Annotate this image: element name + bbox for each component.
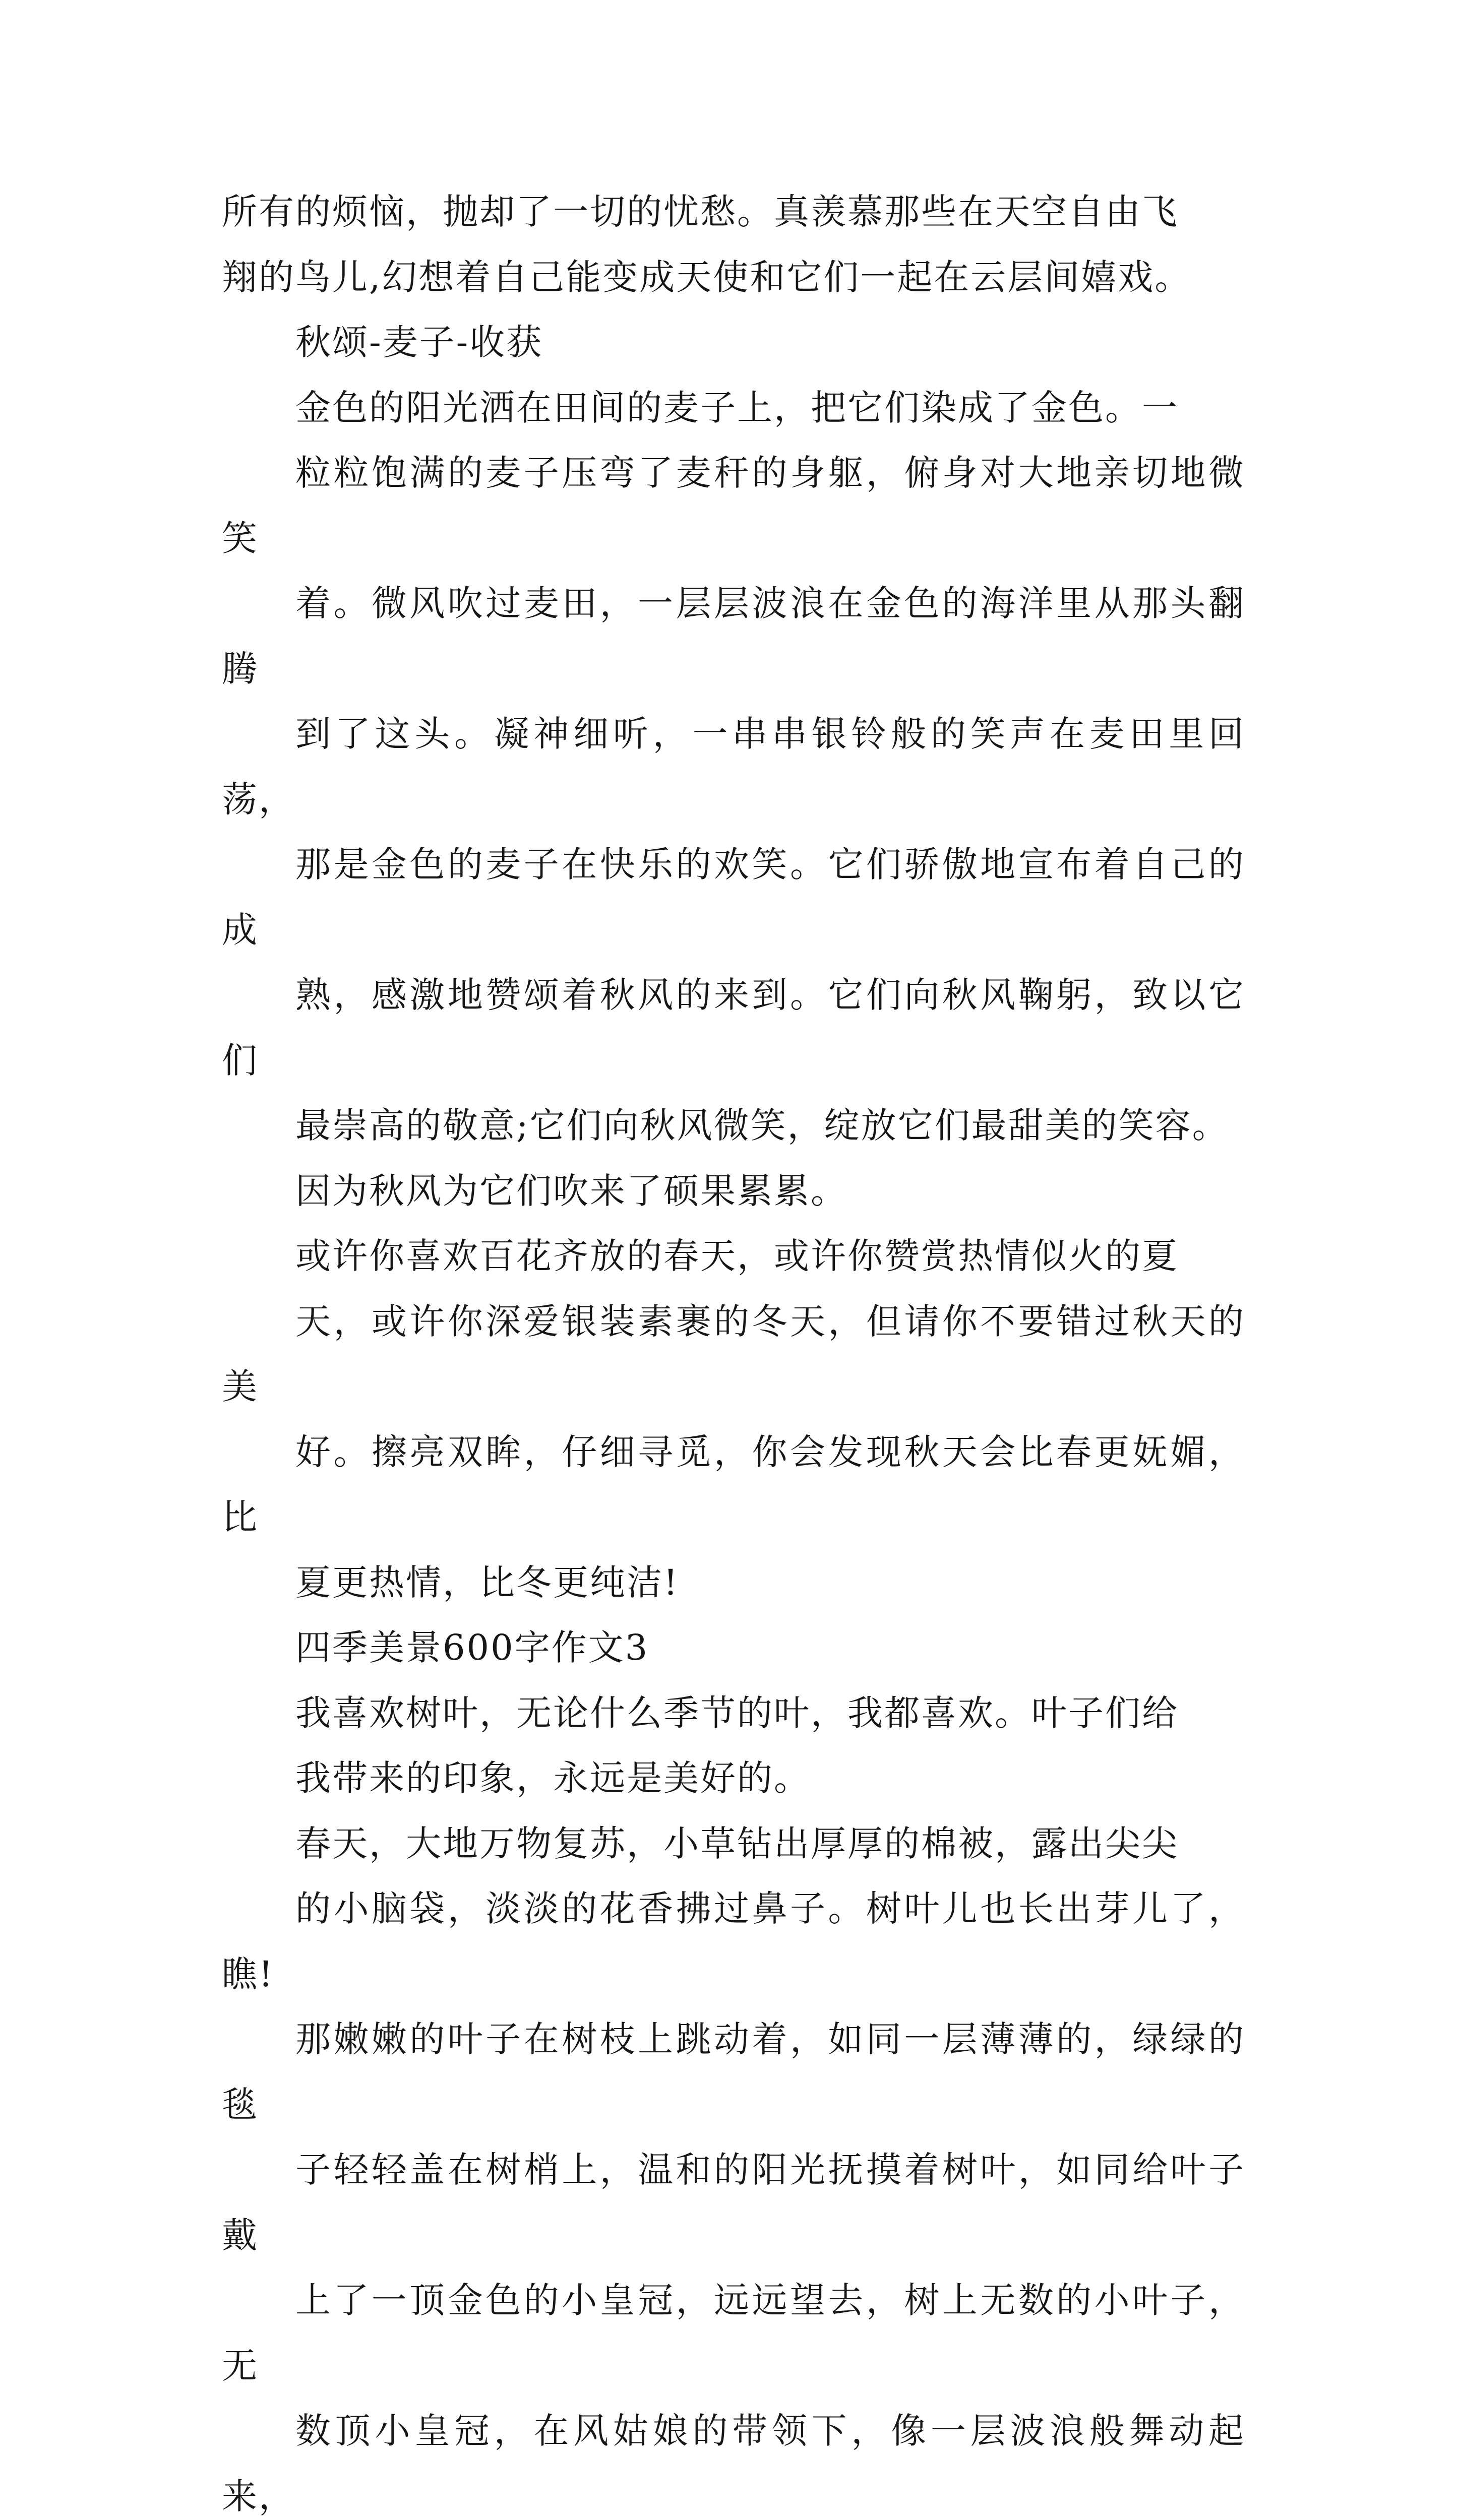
- text-line: 我喜欢树叶，无论什么季节的叶，我都喜欢。叶子们给: [222, 1681, 1245, 1746]
- text-line: 粒粒饱满的麦子压弯了麦秆的身躯，俯身对大地亲切地微笑: [222, 440, 1245, 571]
- text-line: 或许你喜欢百花齐放的春天，或许你赞赏热情似火的夏: [222, 1224, 1245, 1289]
- text-line: 数顶小皇冠，在风姑娘的带领下，像一层波浪般舞动起来，: [222, 2399, 1245, 2520]
- text-line: 天，或许你深爱银装素裹的冬天，但请你不要错过秋天的美: [222, 1289, 1245, 1420]
- text-line: 那是金色的麦子在快乐的欢笑。它们骄傲地宣布着自己的成: [222, 832, 1245, 963]
- paragraph-wheat: [222, 375, 1245, 1224]
- text-line: 夏更热情，比冬更纯洁!: [222, 1550, 1245, 1616]
- text-line: 所有的烦恼，抛却了一切的忧愁。真羡慕那些在天空自由飞: [222, 179, 1245, 245]
- text-line: 着。微风吹过麦田，一层层波浪在金色的海洋里从那头翻腾: [222, 571, 1245, 702]
- text-line: 金色的阳光洒在田间的麦子上，把它们染成了金色。一: [222, 375, 1245, 441]
- text-line: 最崇高的敬意;它们向秋风微笑，绽放它们最甜美的笑容。: [222, 1093, 1245, 1159]
- paragraph-continuation: [222, 179, 1245, 310]
- document-body: [222, 179, 1245, 2520]
- text-line: 那嫩嫩的叶子在树枝上跳动着，如同一层薄薄的，绿绿的毯: [222, 2007, 1245, 2137]
- paragraph-spring: [222, 1811, 1245, 2520]
- text-line: 春天，大地万物复苏，小草钻出厚厚的棉被，露出尖尖: [222, 1811, 1245, 1877]
- text-line: 翔的鸟儿,幻想着自己能变成天使和它们一起在云层间嬉戏。: [222, 245, 1245, 310]
- text-line: 上了一顶金色的小皇冠，远远望去，树上无数的小叶子，无: [222, 2268, 1245, 2399]
- text-line: 四季美景600字作文3: [222, 1615, 1245, 1681]
- paragraph-seasons: [222, 1224, 1245, 1615]
- text-line: 因为秋风为它们吹来了硕果累累。: [222, 1159, 1245, 1224]
- section-heading-autumn: [222, 310, 1245, 375]
- text-line: 好。擦亮双眸，仔细寻觅，你会发现秋天会比春更妩媚，比: [222, 1420, 1245, 1550]
- essay-title: [222, 1615, 1245, 1681]
- text-line: 熟，感激地赞颂着秋风的来到。它们向秋风鞠躬，致以它们: [222, 963, 1245, 1093]
- text-line: 子轻轻盖在树梢上，温和的阳光抚摸着树叶，如同给叶子戴: [222, 2137, 1245, 2268]
- paragraph-leaves-intro: [222, 1681, 1245, 1811]
- text-line: 的小脑袋，淡淡的花香拂过鼻子。树叶儿也长出芽儿了，瞧!: [222, 1876, 1245, 2007]
- text-line: 秋颂-麦子-收获: [222, 310, 1245, 375]
- text-line: 到了这头。凝神细听，一串串银铃般的笑声在麦田里回荡，: [222, 702, 1245, 832]
- text-line: 我带来的印象，永远是美好的。: [222, 1746, 1245, 1811]
